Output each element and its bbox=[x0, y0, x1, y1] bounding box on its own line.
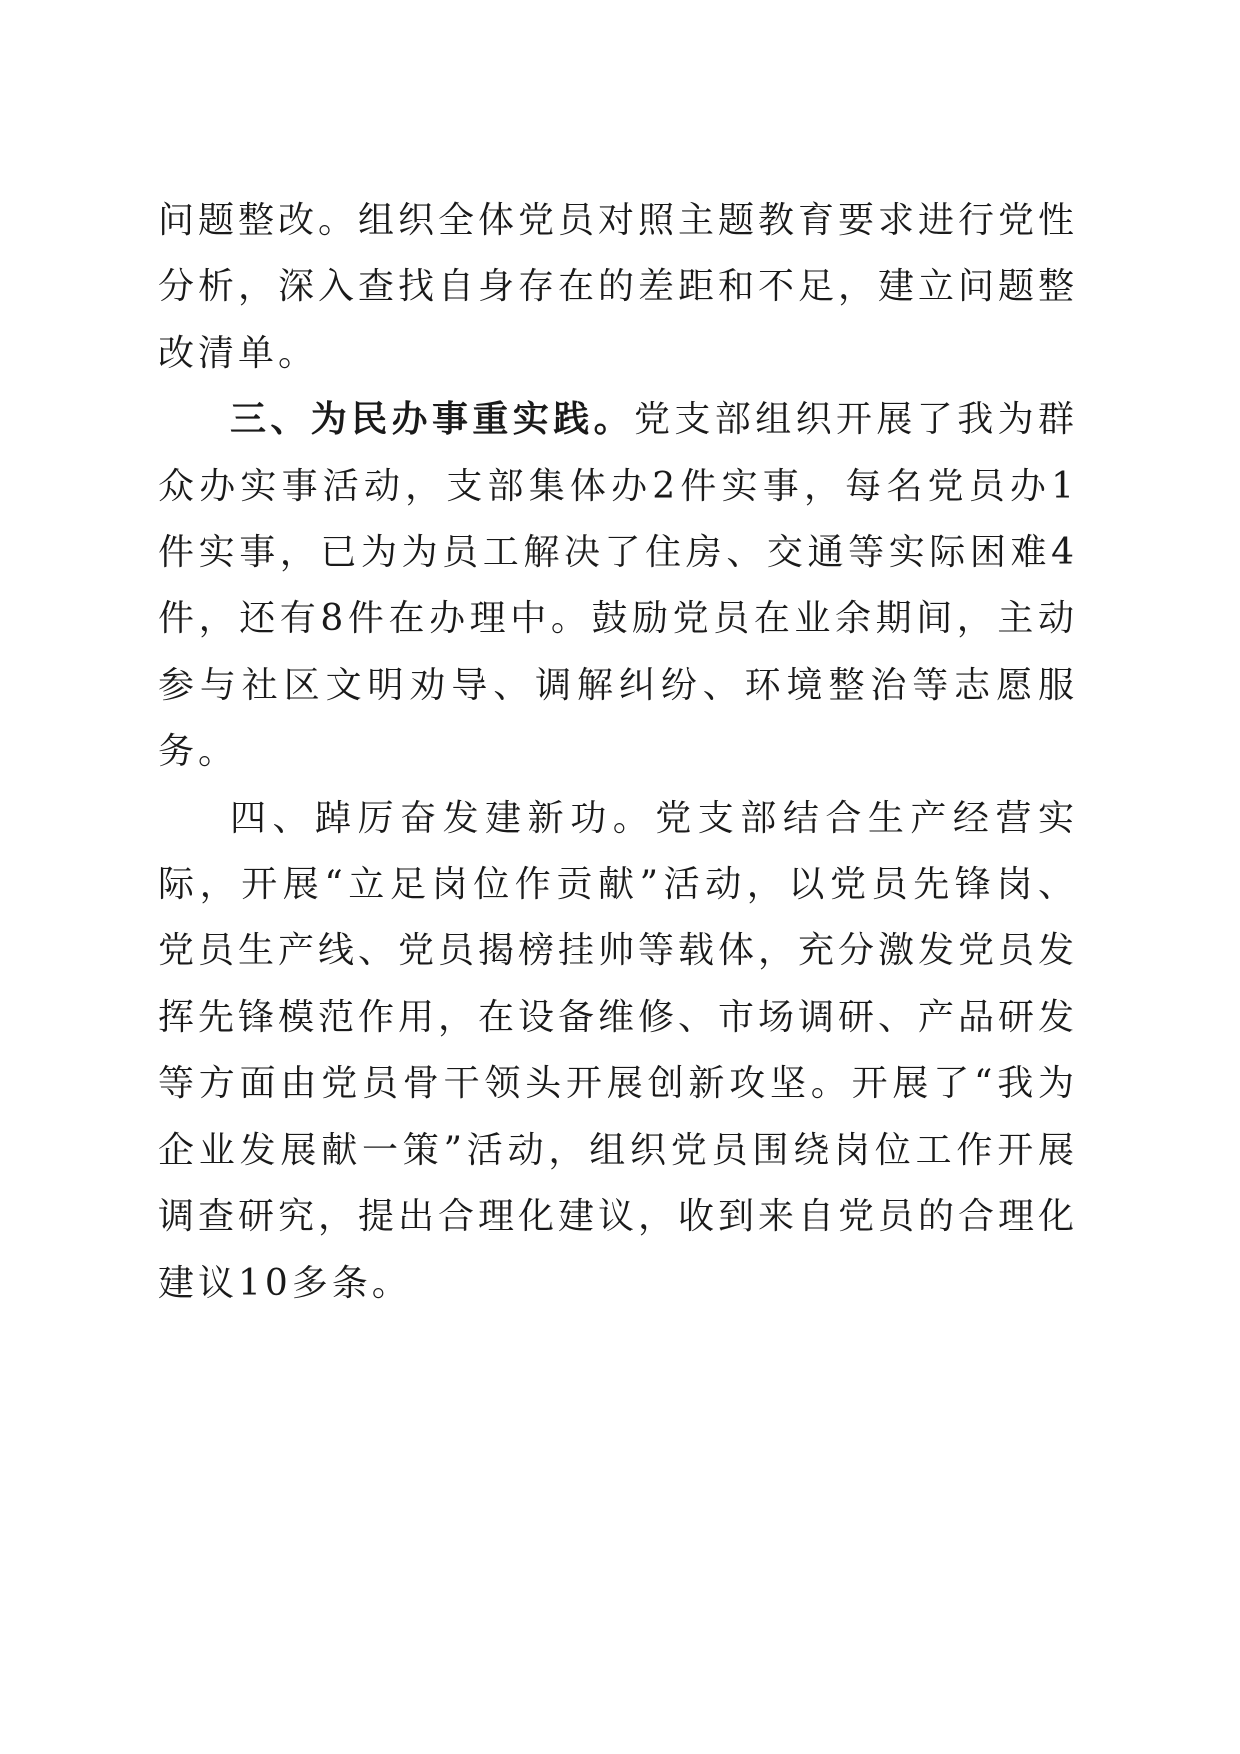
paragraph-text: 党支部结合生产经营实际，开展“立足岗位作贡献”活动，以党员先锋岗、党员生产线、党员揭榜挂帅等载体，充分激发党员发挥先锋模范作用，在设备维修、市场调研、产品研发等方面由党员骨干领头开展创新攻坚。开展了“我为企业发展献一策”活动，组织党员围绕岗位工作开展调查研究，提出合理化建议，收到来自党员的合理化建议10多条。 bbox=[158, 797, 1079, 1304]
section-heading: 三、为民办事重实践。 bbox=[230, 399, 634, 441]
paragraph-text: 问题整改。组织全体党员对照主题教育要求进行党性分析，深入查找自身存在的差距和不足，建立问题整改清单。 bbox=[158, 200, 1079, 374]
paragraph-text: 党支部组织开展了我为群众办实事活动，支部集体办2件实事，每名党员办1件实事，已为为员工解决了住房、交通等实际困难4件，还有8件在办理中。鼓励党员在业余期间，主动参与社区文明劝导、调解纠纷、环境整治等志愿服务。 bbox=[158, 399, 1078, 773]
paragraph-problem-rectification bbox=[158, 188, 1078, 387]
document-body bbox=[158, 188, 1078, 1317]
paragraph-new-achievements bbox=[158, 786, 1078, 1317]
paragraph-practice-for-people bbox=[158, 387, 1078, 785]
section-heading: 四、踔厉奋发建新功。 bbox=[230, 797, 656, 839]
